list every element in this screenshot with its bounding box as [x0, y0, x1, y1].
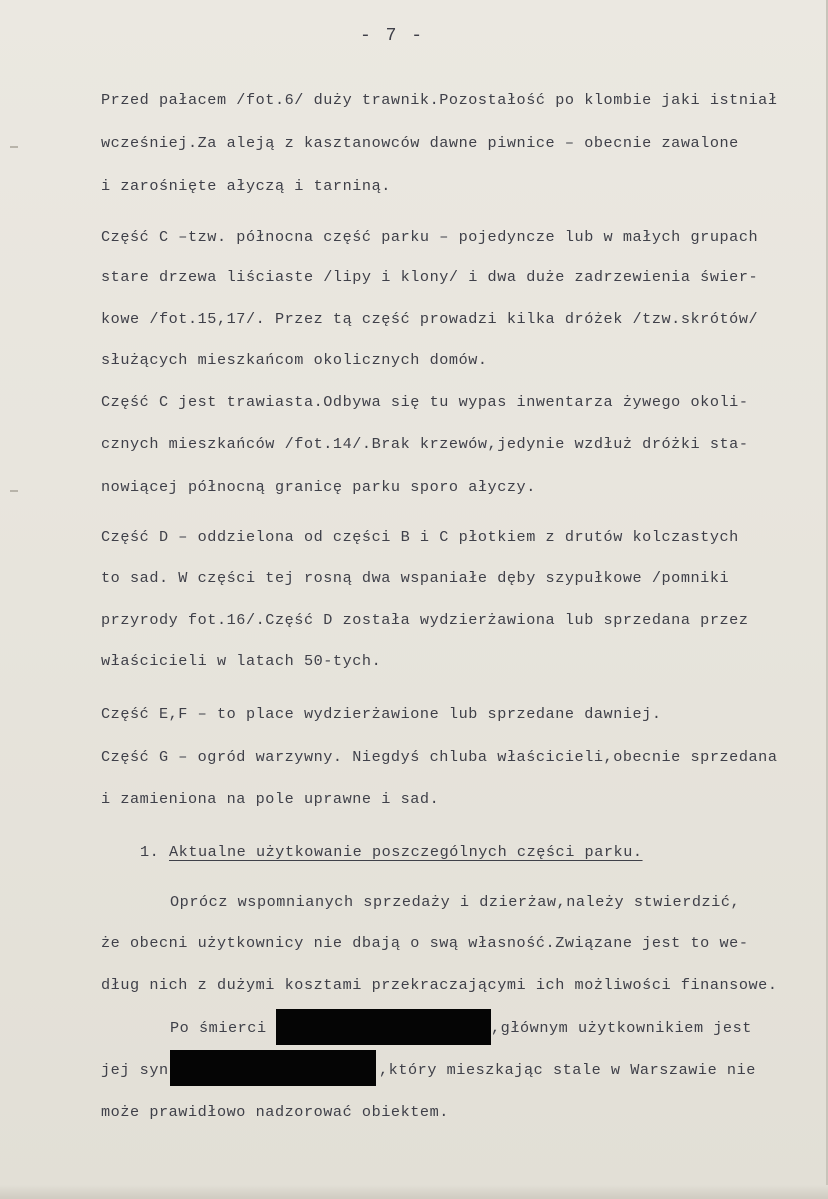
text-line-end: ,głównym użytkownikiem jest — [491, 1019, 752, 1037]
section-number: 1. — [140, 843, 160, 861]
text-line: że obecni użytkownicy nie dbają o swą własność.Związane jest to we- — [101, 934, 749, 952]
text-line: Część E,F – to place wydzierżawione lub sprzedane dawniej. — [101, 705, 662, 723]
text-line-start: jej syn — [101, 1061, 169, 1079]
text-line: Oprócz wspomnianych sprzedaży i dzierżaw,należy stwierdzić, — [170, 893, 741, 911]
page-number: - 7 - — [360, 26, 425, 46]
text-line: stare drzewa liściaste /lipy i klony/ i dwa duże zadrzewienia świer- — [101, 268, 759, 286]
text-line: Część C –tzw. północna część parku – pojedyncze lub w małych grupach — [101, 228, 759, 246]
text-line-start: Po śmierci — [170, 1019, 267, 1037]
section-heading — [140, 842, 643, 862]
binding-hole-mark — [10, 490, 18, 492]
page-bottom-edge — [0, 1185, 828, 1199]
text-line: to sad. W części tej rosną dwa wspaniałe dęby szypułkowe /pomniki — [101, 569, 730, 587]
text-line: właścicieli w latach 50-tych. — [101, 652, 382, 670]
text-line: dług nich z dużymi kosztami przekraczającymi ich możliwości finansowe. — [101, 976, 778, 994]
text-line: Przed pałacem /fot.6/ duży trawnik.Pozostałość po klombie jaki istniał — [101, 91, 778, 109]
redaction-block — [276, 1009, 491, 1045]
text-line-end: ,który mieszkając stale w Warszawie nie — [379, 1061, 756, 1079]
text-line: i zarośnięte ałyczą i tarniną. — [101, 177, 391, 195]
text-line: może prawidłowo nadzorować obiektem. — [101, 1103, 449, 1121]
text-line: kowe /fot.15,17/. Przez tą część prowadzi kilka dróżek /tzw.skrótów/ — [101, 310, 759, 328]
section-title: Aktualne użytkowanie poszczególnych części parku. — [169, 843, 643, 861]
text-line: służących mieszkańcom okolicznych domów. — [101, 351, 488, 369]
text-line: Część D – oddzielona od części B i C płotkiem z drutów kolczastych — [101, 528, 739, 546]
text-line: Część G – ogród warzywny. Niegdyś chluba właścicieli,obecnie sprzedana — [101, 748, 778, 766]
text-line: i zamieniona na pole uprawne i sad. — [101, 790, 440, 808]
redaction-block — [170, 1050, 376, 1086]
text-line: nowiącej północną granicę parku sporo ałyczy. — [101, 478, 536, 496]
binding-hole-mark — [10, 146, 18, 148]
text-line: Część C jest trawiasta.Odbywa się tu wypas inwentarza żywego okoli- — [101, 393, 749, 411]
text-line: przyrody fot.16/.Część D została wydzierżawiona lub sprzedana przez — [101, 611, 749, 629]
text-line: cznych mieszkańców /fot.14/.Brak krzewów,jedynie wzdłuż dróżki sta- — [101, 435, 749, 453]
text-line: wcześniej.Za aleją z kasztanowców dawne piwnice – obecnie zawalone — [101, 134, 739, 152]
